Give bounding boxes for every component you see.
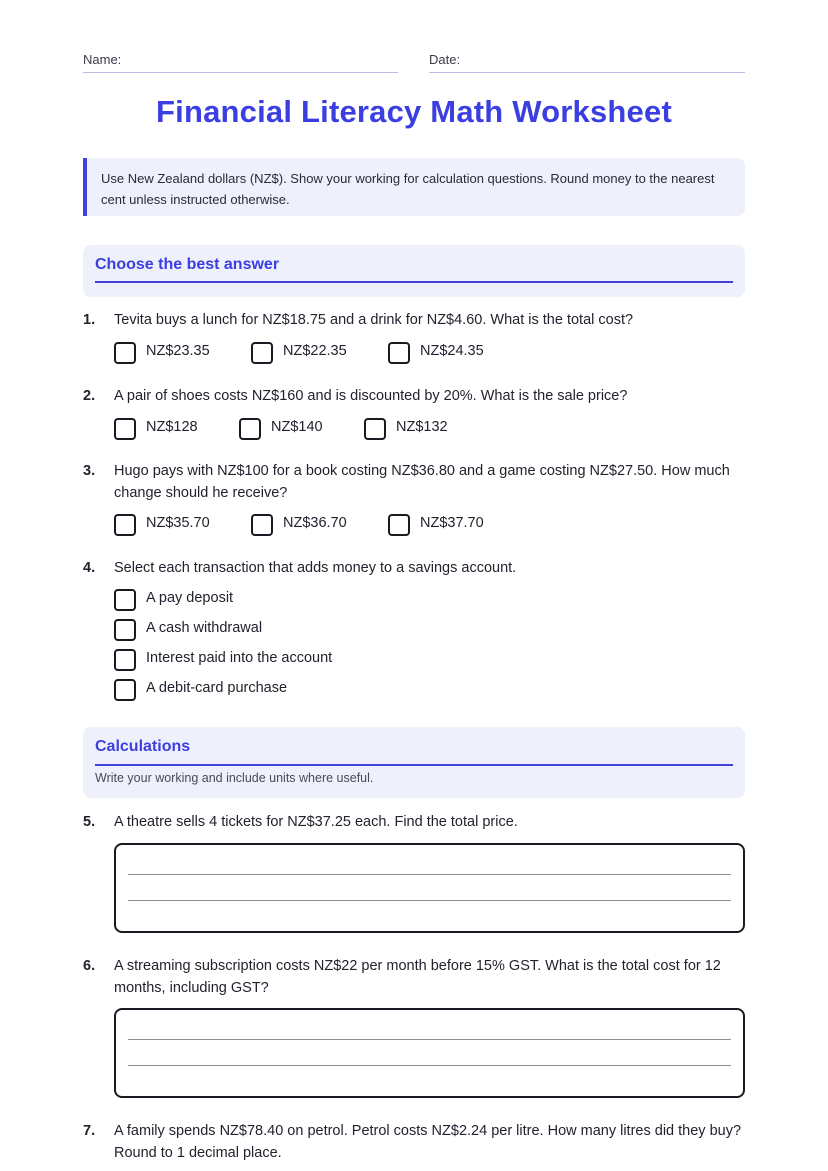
checkbox[interactable] <box>114 679 136 701</box>
checkbox[interactable] <box>364 418 386 440</box>
section-subtitle: Write your working and include units where useful. <box>95 771 374 785</box>
option-label: NZ$22.35 <box>283 343 347 359</box>
option-label: NZ$140 <box>271 419 323 435</box>
section-multiple-choice <box>83 245 745 297</box>
checkbox[interactable] <box>114 342 136 364</box>
answer-box-q5[interactable] <box>114 843 745 933</box>
question-number: 6. <box>83 958 96 974</box>
section-divider <box>95 764 733 766</box>
checkbox[interactable] <box>114 649 136 671</box>
checkbox[interactable] <box>388 342 410 364</box>
checkbox[interactable] <box>114 514 136 536</box>
checkbox[interactable] <box>114 589 136 611</box>
option-label: Interest paid into the account <box>146 650 333 666</box>
section-heading: Choose the best answer <box>95 256 280 273</box>
checkbox[interactable] <box>251 342 273 364</box>
worksheet-title: Financial Literacy Math Worksheet <box>156 94 672 129</box>
option-label: NZ$36.70 <box>283 515 347 531</box>
section-heading: Calculations <box>95 738 191 755</box>
name-field[interactable] <box>83 52 398 73</box>
date-label: Date: <box>429 52 461 67</box>
question-text: Tevita buys a lunch for NZ$18.75 and a drink for NZ$4.60. What is the total cost? <box>114 312 634 328</box>
question-number: 3. <box>83 463 96 479</box>
answer-box-q6[interactable] <box>114 1008 745 1098</box>
question-text: Hugo pays with NZ$100 for a book costing NZ$36.80 and a game costing NZ$27.50. How much change should he receive? <box>114 463 730 501</box>
option-label: A cash withdrawal <box>146 620 263 636</box>
option-label: NZ$35.70 <box>146 515 210 531</box>
answer-line <box>128 900 731 901</box>
question-number: 7. <box>83 1123 96 1139</box>
section-divider <box>95 281 733 283</box>
question-number: 2. <box>83 388 96 404</box>
answer-line <box>128 1065 731 1066</box>
instructions-box: Use New Zealand dollars (NZ$). Show your working for calculation questions. Round money to the nearest cent unless instructed otherwise. <box>83 158 745 216</box>
question-text: A theatre sells 4 tickets for NZ$37.25 each. Find the total price. <box>114 814 518 830</box>
section-calculations <box>83 727 745 798</box>
name-label: Name: <box>83 52 122 67</box>
option-label: NZ$23.35 <box>146 343 210 359</box>
option-label: NZ$132 <box>396 419 448 435</box>
option-label: A debit-card purchase <box>146 680 288 696</box>
option-label: NZ$24.35 <box>420 343 484 359</box>
question-text: A streaming subscription costs NZ$22 per month before 15% GST. What is the total cost for 12 months, including GST? <box>114 958 721 996</box>
checkbox[interactable] <box>251 514 273 536</box>
date-field[interactable] <box>429 52 745 73</box>
answer-line <box>128 1039 731 1040</box>
question-text: A pair of shoes costs NZ$160 and is discounted by 20%. What is the sale price? <box>114 388 628 404</box>
header-fields <box>83 52 745 74</box>
option-label: NZ$37.70 <box>420 515 484 531</box>
question-number: 1. <box>83 312 96 328</box>
answer-line <box>128 874 731 875</box>
checkbox[interactable] <box>239 418 261 440</box>
question-text: A family spends NZ$78.40 on petrol. Petrol costs NZ$2.24 per litre. How many litres did they buy? Round to 1 decimal place. <box>114 1123 742 1161</box>
checkbox[interactable] <box>114 418 136 440</box>
question-text: Select each transaction that adds money to a savings account. <box>114 560 517 576</box>
checkbox[interactable] <box>388 514 410 536</box>
question-number: 4. <box>83 560 96 576</box>
option-label: A pay deposit <box>146 590 234 606</box>
option-label: NZ$128 <box>146 419 198 435</box>
question-number: 5. <box>83 814 96 830</box>
checkbox[interactable] <box>114 619 136 641</box>
